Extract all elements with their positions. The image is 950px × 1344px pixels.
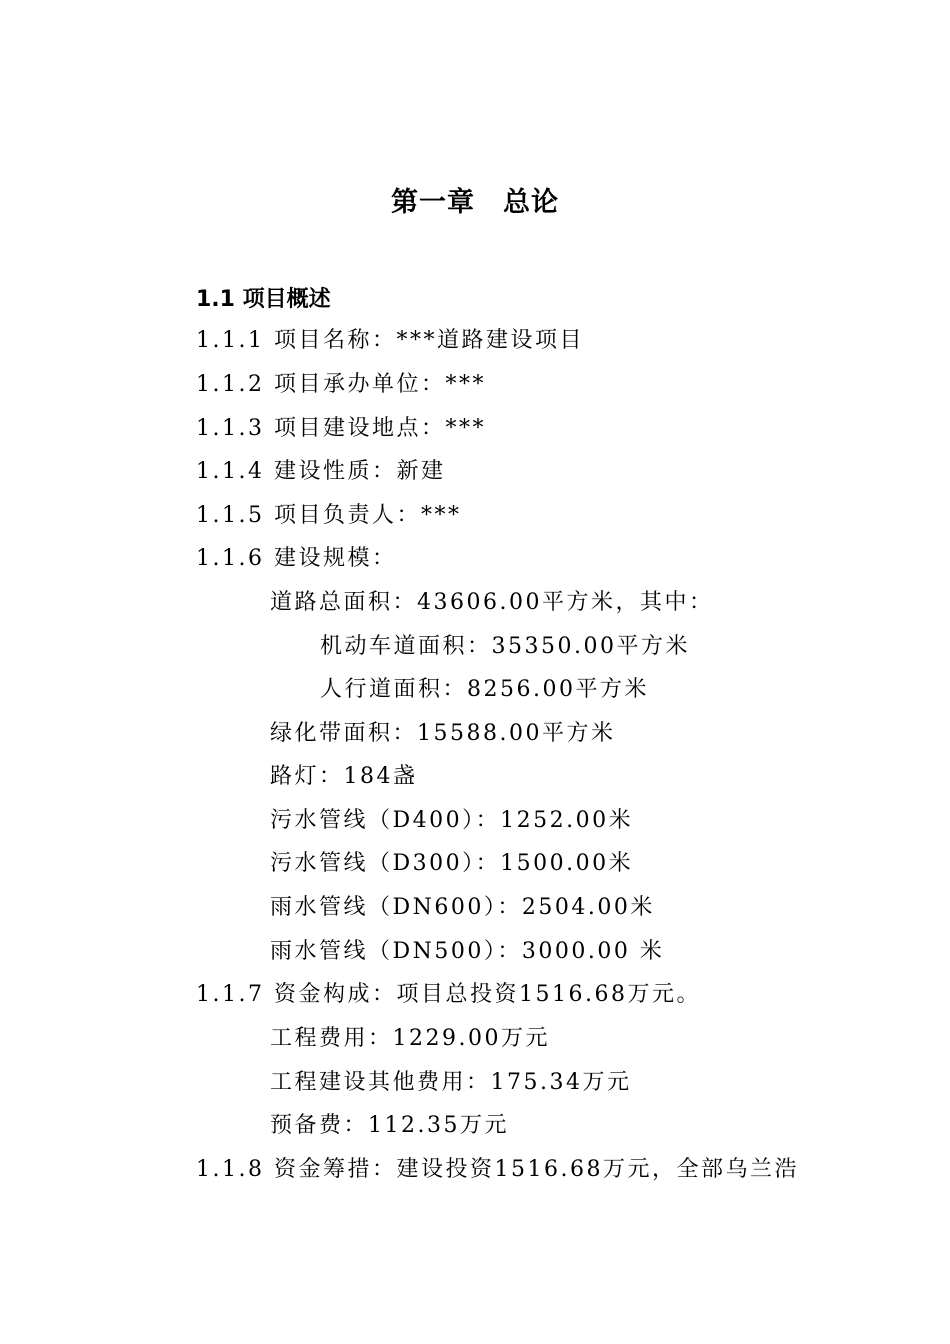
scale-road-total: 道路总面积：43606.00平方米，其中： [270,590,714,615]
item-project-name: 1.1.1 项目名称：***道路建设项目 [196,328,584,353]
chapter-title: 第一章 总论 [391,187,559,218]
item-funding-raising: 1.1.8 资金筹措：建设投资1516.68万元，全部乌兰浩 [196,1157,799,1182]
funding-eng-cost: 工程费用：1229.00万元 [270,1026,550,1051]
funding-other-cost: 工程建设其他费用：175.34万元 [270,1070,632,1095]
item-leader: 1.1.5 项目负责人：*** [196,503,462,528]
scale-green-belt: 绿化带面积：15588.00平方米 [270,721,616,746]
scale-sewage-d300: 污水管线（D300）：1500.00米 [270,851,634,876]
item-nature: 1.1.4 建设性质：新建 [196,459,446,484]
section-heading: 1.1 项目概述 [196,287,331,312]
funding-reserve-cost: 预备费：112.35万元 [270,1113,509,1138]
item-location: 1.1.3 项目建设地点：*** [196,416,486,441]
scale-road-motor: 机动车道面积：35350.00平方米 [320,634,690,659]
item-funding-title: 1.1.7 资金构成：项目总投资1516.68万元。 [196,982,701,1007]
item-scale-title: 1.1.6 建设规模： [196,546,397,571]
scale-rain-dn600: 雨水管线（DN600）：2504.00米 [270,895,655,920]
scale-road-sidewalk: 人行道面积：8256.00平方米 [320,677,649,702]
scale-street-lights: 路灯：184盏 [270,764,418,789]
scale-rain-dn500: 雨水管线（DN500）：3000.00 米 [270,939,665,964]
item-organizer: 1.1.2 项目承办单位：*** [196,372,486,397]
scale-sewage-d400: 污水管线（D400）：1252.00米 [270,808,634,833]
